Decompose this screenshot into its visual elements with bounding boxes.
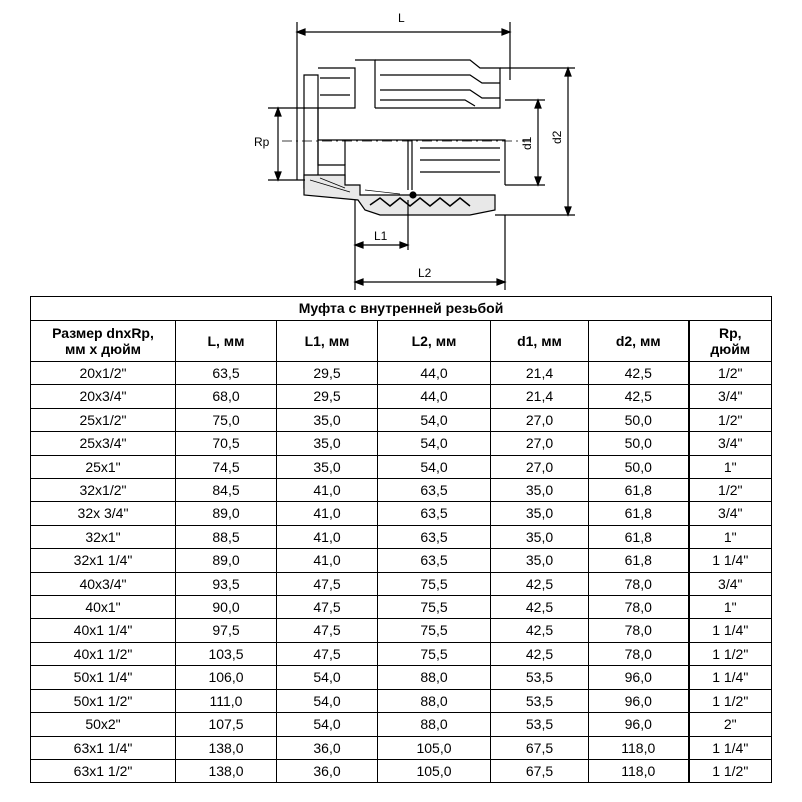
cell-L2: 105,0: [378, 759, 491, 782]
cell-d2: 42,5: [589, 385, 689, 408]
cell-d1: 27,0: [491, 455, 589, 478]
cell-L1: 47,5: [277, 619, 378, 642]
table-row: [31, 713, 772, 736]
cell-L2: 88,0: [378, 666, 491, 689]
cell-L1: 54,0: [277, 713, 378, 736]
cell-d2: 50,0: [589, 408, 689, 431]
table-title: Муфта с внутренней резьбой: [31, 297, 772, 321]
cell-d2: 50,0: [589, 432, 689, 455]
cell-size: 25x3/4": [31, 432, 176, 455]
table-header-row: [31, 321, 772, 362]
cell-L1: 47,5: [277, 572, 378, 595]
cell-d1: 42,5: [491, 619, 589, 642]
header-d1: d1, мм: [491, 321, 589, 362]
cell-size: 32x1": [31, 525, 176, 548]
cell-Rp: 1 1/4": [689, 619, 772, 642]
cell-d1: 42,5: [491, 596, 589, 619]
cell-size: 50x2": [31, 713, 176, 736]
cell-L: 68,0: [176, 385, 277, 408]
cell-L: 93,5: [176, 572, 277, 595]
cell-L1: 35,0: [277, 408, 378, 431]
dim-label-d2: d2: [550, 130, 564, 144]
cell-Rp: 1": [689, 455, 772, 478]
cell-L1: 36,0: [277, 759, 378, 782]
cell-d1: 21,4: [491, 362, 589, 385]
cell-L1: 47,5: [277, 642, 378, 665]
cell-L: 88,5: [176, 525, 277, 548]
cell-L2: 63,5: [378, 479, 491, 502]
cell-d1: 53,5: [491, 666, 589, 689]
cell-d2: 118,0: [589, 736, 689, 759]
cell-Rp: 3/4": [689, 502, 772, 525]
cell-L2: 63,5: [378, 549, 491, 572]
cell-d1: 53,5: [491, 689, 589, 712]
cell-d1: 27,0: [491, 408, 589, 431]
cell-d2: 61,8: [589, 525, 689, 548]
cell-d1: 21,4: [491, 385, 589, 408]
cell-size: 63x1 1/4": [31, 736, 176, 759]
header-L1: L1, мм: [277, 321, 378, 362]
cell-L: 63,5: [176, 362, 277, 385]
dim-label-Rp: Rp: [254, 135, 270, 149]
header-size: Размер dnxRp, мм х дюйм: [31, 321, 176, 362]
cell-L1: 47,5: [277, 596, 378, 619]
cell-L2: 63,5: [378, 502, 491, 525]
header-Rp: Rp, дюйм: [689, 321, 772, 362]
cell-d2: 96,0: [589, 689, 689, 712]
cell-L2: 88,0: [378, 713, 491, 736]
table-row: [31, 619, 772, 642]
cell-Rp: 1 1/4": [689, 666, 772, 689]
table-row: [31, 408, 772, 431]
cell-L1: 35,0: [277, 455, 378, 478]
cell-d2: 50,0: [589, 455, 689, 478]
cell-size: 32x1/2": [31, 479, 176, 502]
table-row: [31, 479, 772, 502]
cell-size: 40x1 1/2": [31, 642, 176, 665]
table-row: [31, 572, 772, 595]
cell-d1: 67,5: [491, 736, 589, 759]
dim-label-L: L: [398, 11, 405, 25]
cell-L: 106,0: [176, 666, 277, 689]
cell-d2: 78,0: [589, 642, 689, 665]
cell-d2: 42,5: [589, 362, 689, 385]
cell-size: 25x1": [31, 455, 176, 478]
cell-size: 32x 3/4": [31, 502, 176, 525]
cell-d2: 118,0: [589, 759, 689, 782]
cell-L1: 54,0: [277, 689, 378, 712]
table-row: [31, 736, 772, 759]
cell-Rp: 1/2": [689, 408, 772, 431]
cell-L2: 75,5: [378, 596, 491, 619]
cell-size: 40x1 1/4": [31, 619, 176, 642]
cell-L: 138,0: [176, 736, 277, 759]
cell-L1: 54,0: [277, 666, 378, 689]
cell-L1: 41,0: [277, 502, 378, 525]
table-row: [31, 642, 772, 665]
table-row: [31, 455, 772, 478]
fitting-drawing: [0, 0, 802, 294]
cell-size: 50x1 1/2": [31, 689, 176, 712]
cell-L1: 36,0: [277, 736, 378, 759]
cell-d1: 67,5: [491, 759, 589, 782]
table-row: [31, 689, 772, 712]
cell-size: 25x1/2": [31, 408, 176, 431]
cell-size: 63x1 1/2": [31, 759, 176, 782]
cell-d2: 61,8: [589, 502, 689, 525]
header-L: L, мм: [176, 321, 277, 362]
cell-L2: 105,0: [378, 736, 491, 759]
table-body: [31, 362, 772, 783]
cell-L: 138,0: [176, 759, 277, 782]
cell-L: 75,0: [176, 408, 277, 431]
cell-d1: 27,0: [491, 432, 589, 455]
cell-L2: 75,5: [378, 619, 491, 642]
dim-label-d1: d1: [520, 136, 534, 150]
cell-d1: 35,0: [491, 549, 589, 572]
cell-d2: 61,8: [589, 479, 689, 502]
cell-L2: 75,5: [378, 572, 491, 595]
cell-L2: 54,0: [378, 432, 491, 455]
cell-d1: 35,0: [491, 479, 589, 502]
cell-size: 40x3/4": [31, 572, 176, 595]
cell-d2: 61,8: [589, 549, 689, 572]
cell-d2: 96,0: [589, 666, 689, 689]
table-row: [31, 596, 772, 619]
table-row: [31, 502, 772, 525]
cell-Rp: 1 1/4": [689, 549, 772, 572]
cell-size: 40x1": [31, 596, 176, 619]
cell-size: 20x3/4": [31, 385, 176, 408]
cell-L2: 54,0: [378, 455, 491, 478]
cell-d1: 35,0: [491, 502, 589, 525]
cell-L1: 41,0: [277, 479, 378, 502]
table-row: [31, 666, 772, 689]
cell-size: 20x1/2": [31, 362, 176, 385]
cell-L2: 44,0: [378, 362, 491, 385]
cell-L1: 35,0: [277, 432, 378, 455]
cell-L: 70,5: [176, 432, 277, 455]
cell-d2: 78,0: [589, 619, 689, 642]
table-row: [31, 759, 772, 782]
header-L2: L2, мм: [378, 321, 491, 362]
cell-d1: 53,5: [491, 713, 589, 736]
cell-L2: 54,0: [378, 408, 491, 431]
cell-size: 32x1 1/4": [31, 549, 176, 572]
table-row: [31, 362, 772, 385]
cell-d2: 96,0: [589, 713, 689, 736]
cell-size: 50x1 1/4": [31, 666, 176, 689]
cell-L: 84,5: [176, 479, 277, 502]
cell-L: 97,5: [176, 619, 277, 642]
cell-Rp: 1/2": [689, 479, 772, 502]
cell-Rp: 3/4": [689, 385, 772, 408]
cell-Rp: 1": [689, 596, 772, 619]
cell-Rp: 1 1/2": [689, 689, 772, 712]
cell-L: 103,5: [176, 642, 277, 665]
cell-d1: 42,5: [491, 572, 589, 595]
cell-L2: 44,0: [378, 385, 491, 408]
cell-Rp: 1": [689, 525, 772, 548]
cell-d2: 78,0: [589, 572, 689, 595]
cell-Rp: 1 1/2": [689, 642, 772, 665]
table-row: [31, 432, 772, 455]
cell-Rp: 2": [689, 713, 772, 736]
cell-L: 107,5: [176, 713, 277, 736]
cell-Rp: 1 1/4": [689, 736, 772, 759]
cell-Rp: 3/4": [689, 572, 772, 595]
table-row: [31, 549, 772, 572]
cell-L: 90,0: [176, 596, 277, 619]
cell-L: 89,0: [176, 549, 277, 572]
cell-Rp: 3/4": [689, 432, 772, 455]
cell-d1: 35,0: [491, 525, 589, 548]
cell-L1: 29,5: [277, 385, 378, 408]
cell-L1: 29,5: [277, 362, 378, 385]
cell-Rp: 1/2": [689, 362, 772, 385]
cell-L2: 88,0: [378, 689, 491, 712]
cell-Rp: 1 1/2": [689, 759, 772, 782]
cell-d1: 42,5: [491, 642, 589, 665]
table-row: [31, 385, 772, 408]
cell-L: 89,0: [176, 502, 277, 525]
cell-L2: 63,5: [378, 525, 491, 548]
cell-L: 74,5: [176, 455, 277, 478]
dim-label-L2: L2: [418, 266, 432, 280]
cell-d2: 78,0: [589, 596, 689, 619]
cell-L1: 41,0: [277, 525, 378, 548]
spec-table: [30, 296, 772, 783]
dim-label-L1: L1: [374, 229, 388, 243]
cell-L1: 41,0: [277, 549, 378, 572]
table-row: [31, 525, 772, 548]
cell-L: 111,0: [176, 689, 277, 712]
cell-L2: 75,5: [378, 642, 491, 665]
header-d2: d2, мм: [589, 321, 689, 362]
